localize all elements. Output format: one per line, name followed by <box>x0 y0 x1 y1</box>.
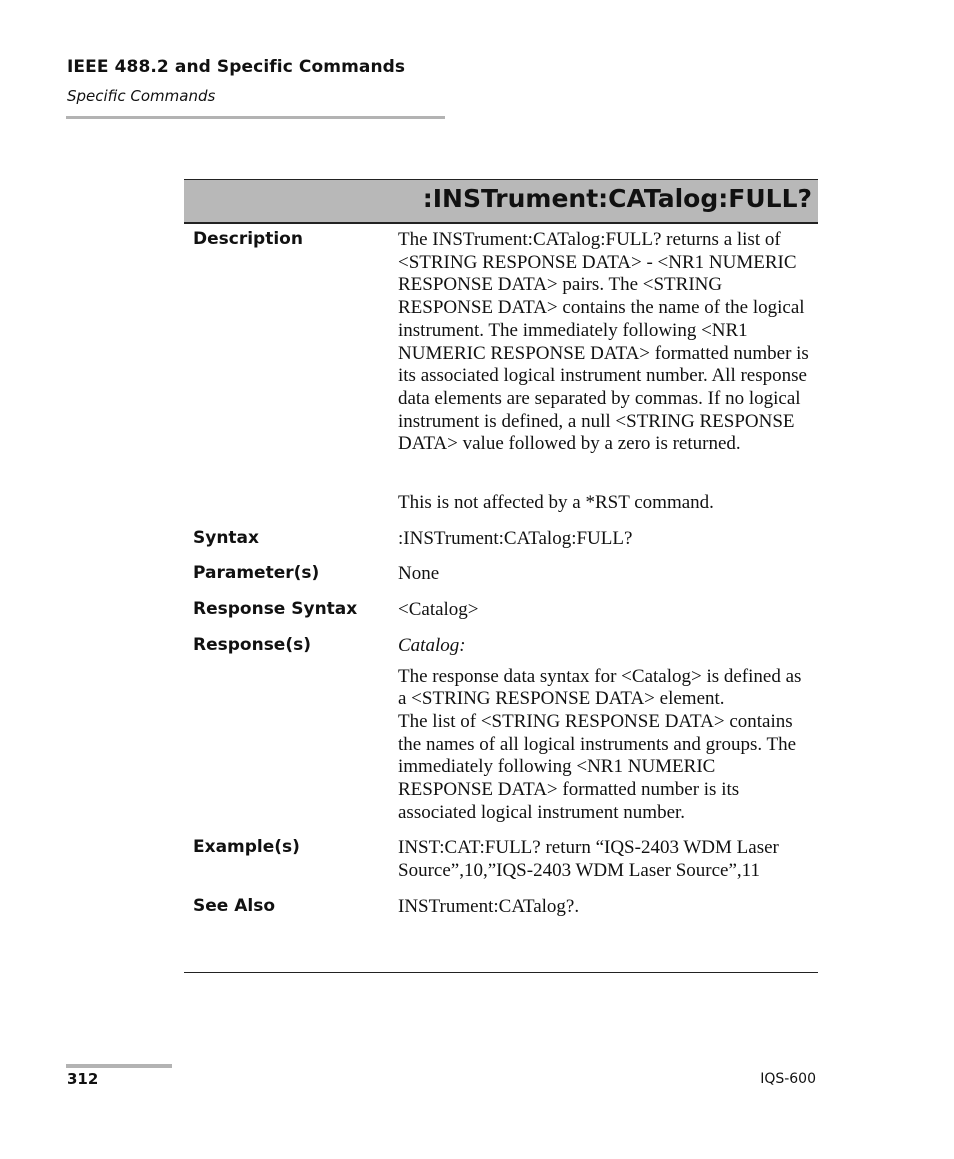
parameters-label: Parameter(s) <box>193 563 320 584</box>
response-syntax-label: Response Syntax <box>193 599 358 620</box>
description-label: Description <box>193 229 303 249</box>
syntax-row <box>184 528 818 551</box>
example-line-1: INST:CAT:FULL? return “IQS-2403 WDM Laser <box>398 837 779 859</box>
response-syntax-row <box>184 599 818 622</box>
document-id: IQS-600 <box>760 1071 816 1087</box>
section-subtitle: Specific Commands <box>67 87 216 105</box>
response-details: The list of <STRING RESPONSE DATA> contains the names of all logical instruments and groups. The immediately following <NR1 NUMERIC RESPONSE DATA> formatted number is its associated logical instrument number. <box>398 710 797 823</box>
see-also-value: INSTrument:CATalog?. <box>398 895 580 917</box>
response-definition: The response data syntax for <Catalog> is defined as a <STRING RESPONSE DATA> element. <box>398 665 802 710</box>
parameters-value: None <box>398 563 440 585</box>
header-divider <box>66 116 445 119</box>
footer-divider <box>66 1064 172 1068</box>
command-title: :INSTrument:CATalog:FULL? <box>422 184 812 213</box>
table-bottom-rule <box>184 972 818 973</box>
parameters-row <box>184 563 818 586</box>
syntax-label: Syntax <box>193 527 259 548</box>
examples-label: Example(s) <box>193 837 300 858</box>
response-syntax-value: <Catalog> <box>398 599 479 621</box>
see-also-label: See Also <box>193 895 276 916</box>
see-also-row <box>184 896 818 919</box>
command-title-bar <box>184 179 818 224</box>
section-title: IEEE 488.2 and Specific Commands <box>67 57 406 77</box>
examples-row <box>184 837 818 882</box>
example-line-2: Source”,10,”IQS-2403 WDM Laser Source”,11 <box>398 860 760 882</box>
syntax-value: :INSTrument:CATalog:FULL? <box>398 527 633 549</box>
responses-row <box>184 635 818 825</box>
responses-label: Response(s) <box>193 634 311 655</box>
description-note: This is not affected by a *RST command. <box>398 492 714 514</box>
command-reference-table <box>184 224 818 919</box>
description-row <box>184 224 818 515</box>
response-name: Catalog: <box>398 634 466 656</box>
page-number: 312 <box>67 1070 99 1088</box>
description-text: The INSTrument:CATalog:FULL? returns a list of <STRING RESPONSE DATA> - <NR1 NUMERIC RESPONSE DATA> pairs. The <STRING RESPONSE DATA> contains the name of the logical instrument. The immediately following <NR1 NUMERIC RESPONSE DATA> formatted number is its associated logical instrument number. All response data elements are separated by commas. If no logical instrument is defined, a null <STRING RESPONSE DATA> value followed by a zero is returned. <box>398 229 809 455</box>
